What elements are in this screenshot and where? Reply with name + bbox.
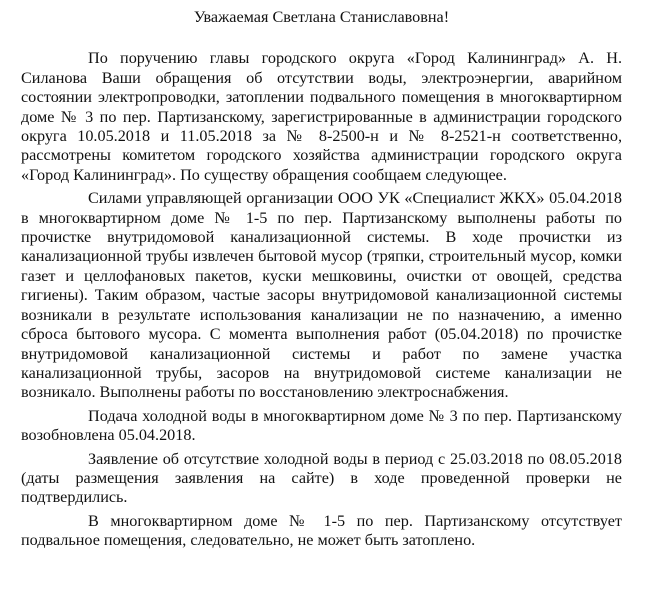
paragraph-water-supply: Подача холодной воды в многоквартирном доме № 3 по пер. Партизанскому возобновлена 05.04.2018. bbox=[21, 406, 622, 445]
paragraph-statement: Заявление об отсутствие холодной воды в период с 25.03.2018 по 08.05.2018 (даты размещения заявления на сайте) в ходе проведенной проверки не подтвердились. bbox=[21, 449, 622, 507]
paragraph-request: По поручению главы городского округа «Город Калининград» А. Н. Силанова Ваши обращения об отсутствии воды, электроэнергии, аварийном состоянии электропроводки, затоплении подвального помещения в многоквартирном доме № 3 по пер. Партизанскому, зарегистрированные в администрации городского округа 10.05.2018 и 11.05.2018 за № 8-2500-н и № 8-2521-н соответственно, рассмотрены комитетом городского хозяйства администрации городского округа «Город Калининград». По существу обращения сообщаем следующее. bbox=[21, 49, 622, 184]
paragraph-works: Силами управляющей организации ООО УК «Специалист ЖКХ» 05.04.2018 в многоквартирном доме № 1-5 по пер. Партизанскому выполнены работы по прочистке внутридомовой канализационной системы. В ходе прочистки из канализационной трубы извлечен бытовой мусор (тряпки, строительный мусор, комки газет и целлофановых пакетов, куски мешковины, очистки от овощей, средства гигиены). Таким образом, частые засоры внутридомовой канализационной системы возникали в результате использования канализации не по назначению, а именно сброса бытового мусора. С момента выполнения работ (05.04.2018) по прочистке внутридомовой канализационной системы и работ по замене участка канализационной трубы, засоров на внутридомовой системе канализации не возникало. Выполнены работы по восстановлению электроснабжения. bbox=[21, 189, 622, 402]
salutation: Уважаемая Светлана Станиславовна! bbox=[193, 8, 450, 26]
paragraph-basement: В многоквартирном доме № 1-5 по пер. Партизанскому отсутствует подвальное помещения, следовательно, не может быть затоплено. bbox=[21, 511, 622, 550]
